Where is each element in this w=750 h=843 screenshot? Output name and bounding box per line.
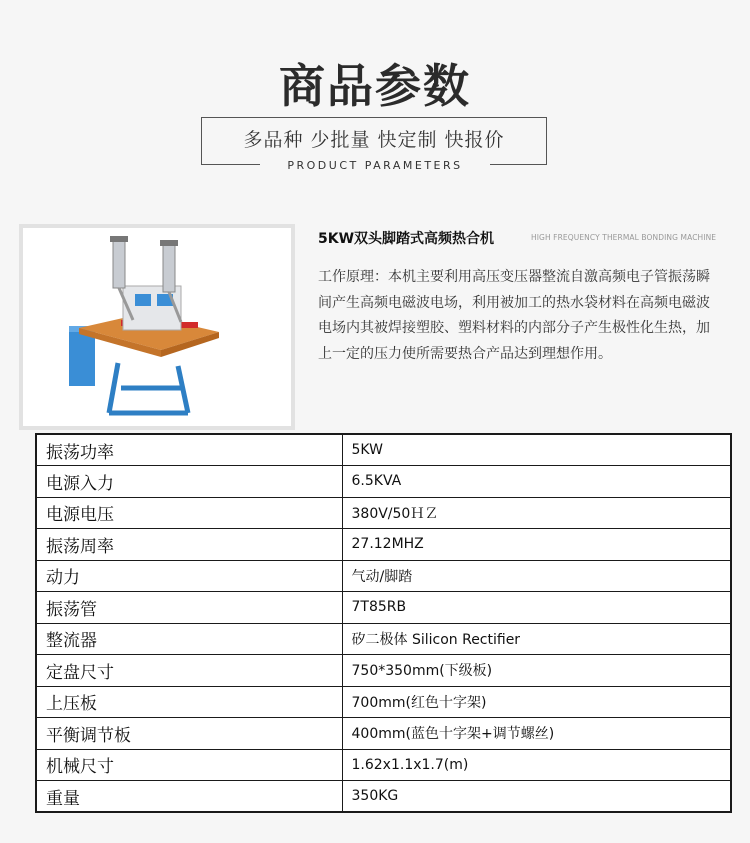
product-name-en: HIGH FREQUENCY THERMAL BONDING MACHINE bbox=[531, 233, 717, 242]
table-row bbox=[36, 749, 731, 781]
spec-label: 振荡功率 bbox=[36, 434, 342, 466]
spec-value: 气动/脚踏 bbox=[342, 560, 731, 592]
spec-value: 380V/50ＨＺ bbox=[342, 497, 731, 529]
spec-value: 350KG bbox=[342, 781, 731, 813]
spec-label: 整流器 bbox=[36, 623, 342, 655]
machine-illustration bbox=[23, 228, 291, 426]
spec-label: 机械尺寸 bbox=[36, 749, 342, 781]
spec-label: 电源电压 bbox=[36, 497, 342, 529]
spec-label: 电源入力 bbox=[36, 466, 342, 498]
spec-value: 1.62x1.1x1.7(m) bbox=[342, 749, 731, 781]
spec-value: 6.5KVA bbox=[342, 466, 731, 498]
spec-value: 7T85RB bbox=[342, 592, 731, 624]
spec-label: 上压板 bbox=[36, 686, 342, 718]
table-row bbox=[36, 560, 731, 592]
table-row bbox=[36, 781, 731, 813]
spec-label: 振荡管 bbox=[36, 592, 342, 624]
page-title: 商品参数 bbox=[279, 59, 471, 113]
table-row bbox=[36, 686, 731, 718]
spec-table bbox=[35, 433, 732, 813]
spec-label: 动力 bbox=[36, 560, 342, 592]
product-photo bbox=[19, 224, 295, 430]
spec-value: 700mm(红色十字架) bbox=[342, 686, 731, 718]
table-row bbox=[36, 497, 731, 529]
product-name: 5KW双头脚踏式高频热合机 bbox=[318, 231, 495, 247]
table-row bbox=[36, 623, 731, 655]
product-description: 工作原理：本机主要利用高压变压器整流自激高频电子管振荡瞬间产生高频电磁波电场，利用被加工的热水袋材料在高频电磁波电场内其被焊接塑胶、塑料材料的内部分子产生极性化生热，加上一定的压力使所需要热合产品达到理想作用。 bbox=[318, 269, 710, 362]
spec-label: 定盘尺寸 bbox=[36, 655, 342, 687]
spec-label: 平衡调节板 bbox=[36, 718, 342, 750]
spec-label: 振荡周率 bbox=[36, 529, 342, 561]
subtitle-en: PRODUCT PARAMETERS bbox=[260, 157, 490, 175]
machine-head bbox=[123, 286, 181, 330]
table-row bbox=[36, 466, 731, 498]
cylinder-left bbox=[113, 240, 125, 288]
table-row bbox=[36, 529, 731, 561]
spec-label: 重量 bbox=[36, 781, 342, 813]
spec-value: 400mm(蓝色十字架+调节螺丝) bbox=[342, 718, 731, 750]
tagline: 多品种 少批量 快定制 快报价 bbox=[243, 129, 505, 151]
table-row bbox=[36, 434, 731, 466]
spec-value: 27.12MHZ bbox=[342, 529, 731, 561]
cylinder-right bbox=[163, 244, 175, 292]
spec-value: 750*350mm(下级板) bbox=[342, 655, 731, 687]
base-frame bbox=[109, 363, 188, 413]
table-row bbox=[36, 592, 731, 624]
table-row bbox=[36, 718, 731, 750]
spec-value: 矽二极体 Silicon Rectifier bbox=[342, 623, 731, 655]
spec-value: 5KW bbox=[342, 434, 731, 466]
table-row bbox=[36, 655, 731, 687]
